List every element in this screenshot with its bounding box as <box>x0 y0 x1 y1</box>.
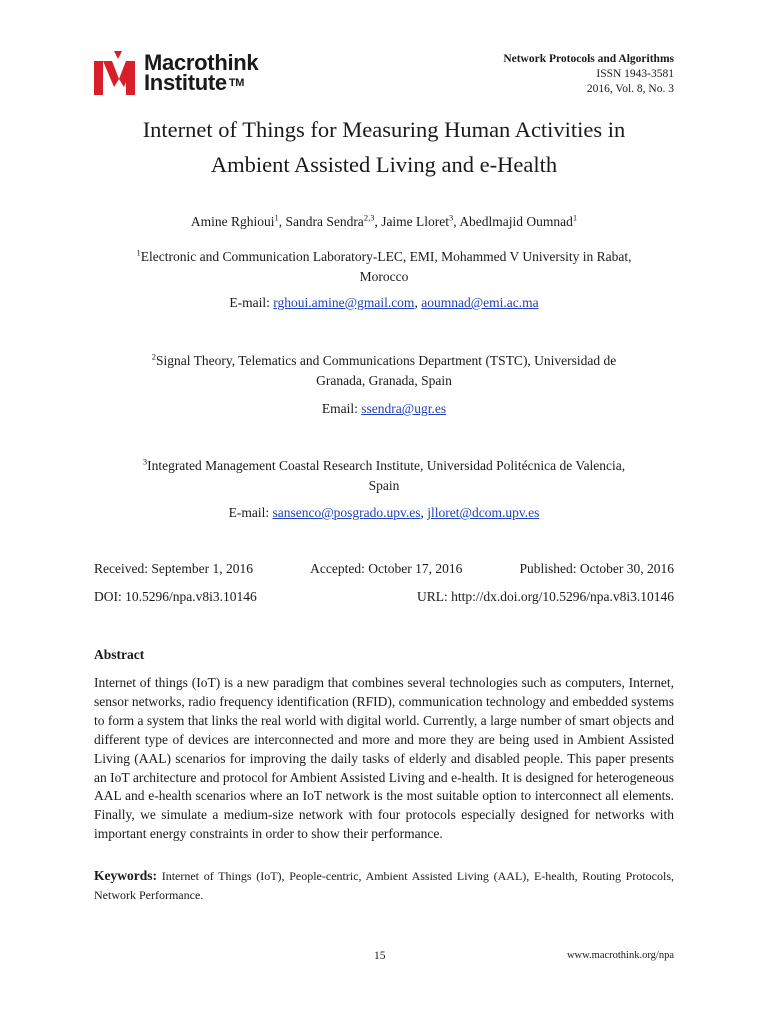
email-link[interactable]: rghoui.amine@gmail.com <box>273 295 415 310</box>
affiliation-1: $^1$Electronic and Communication Laboratory-LEC, EMI, Mohammed V University in Rabat, Morocco <box>136 247 632 284</box>
email-link[interactable]: aoumnad@emi.ac.ma <box>421 295 539 310</box>
author-affil-sup: 2,3 <box>363 212 375 223</box>
published-date: Published: October 30, 2016 <box>519 561 674 576</box>
logo-wordmark <box>144 50 259 95</box>
paper-title <box>60 112 708 182</box>
doi: DOI: 10.5296/npa.v8i3.10146 <box>94 589 257 604</box>
page-number: 15 <box>374 950 386 962</box>
author-name: Abedlmajid Oumnad <box>459 214 573 229</box>
author-list: Amine Rghioui$^1$, Sandra Sendra$^{2,3}$, Jaime Lloret$^3$, Abedlmajid Oumnad$^1$ <box>190 212 578 229</box>
accepted-date: Accepted: October 17, 2016 <box>310 561 463 576</box>
title-line2: Ambient Assisted Living and e-Health <box>210 152 558 177</box>
doi-url[interactable]: URL: http://dx.doi.org/10.5296/npa.v8i3.10146 <box>416 589 674 604</box>
abstract-heading: Abstract <box>94 647 145 662</box>
author-name: Jaime Lloret <box>381 214 450 229</box>
email-link[interactable]: jlloret@dcom.upv.es <box>427 505 540 520</box>
author-name: Sandra Sendra <box>285 214 364 229</box>
publisher-logo <box>92 48 302 98</box>
received-date: Received: September 1, 2016 <box>94 561 253 576</box>
email-link[interactable]: ssendra@ugr.es <box>361 401 447 416</box>
affiliation-3-email: E-mail: sansenco@posgrado.upv.es, jlloret@dcom.upv.es <box>228 505 540 520</box>
journal-name: Network Protocols and Algorithms <box>503 53 674 65</box>
journal-info <box>503 52 674 97</box>
title-line1: Internet of Things for Measuring Human Activities in <box>142 117 626 142</box>
journal-issn: ISSN 1943-3581 <box>596 68 674 80</box>
affiliation-2-email: Email: ssendra@ugr.es <box>321 401 447 416</box>
doi-row <box>94 589 674 605</box>
affiliation-1-email: E-mail: rghoui.amine@gmail.com, aoumnad@emi.ac.ma <box>229 295 539 310</box>
macrothink-logo-icon <box>92 49 140 97</box>
keywords-text: Internet of Things (IoT), People-centric, Ambient Assisted Living (AAL), E-health, Routing Protocols, Network Performance. <box>94 869 675 902</box>
email-link[interactable]: sansenco@posgrado.upv.es <box>272 505 421 520</box>
author-affil-sup: 3 <box>449 212 454 223</box>
keywords <box>94 866 674 905</box>
footer-url[interactable]: www.macrothink.org/npa <box>566 950 674 961</box>
author-affil-sup: 1 <box>274 212 279 223</box>
author-name: Amine Rghioui <box>190 214 275 229</box>
logo-line1: Macrothink <box>144 50 259 75</box>
affiliation-3: $^3$Integrated Management Coastal Research Institute, Universidad Politécnica de Valencia, Spain <box>142 456 626 493</box>
logo-line2: Institute <box>144 70 227 95</box>
journal-volume: 2016, Vol. 8, No. 3 <box>586 83 674 95</box>
publication-dates <box>94 561 674 577</box>
logo-trademark: TM <box>228 77 245 89</box>
author-affil-sup: 1 <box>572 212 578 223</box>
abstract-body: Internet of things (IoT) is a new paradigm that combines several technologies such as computers, Internet, sensor networks, radio frequency identification (RFID), communication technology and embedded systems to form a system that links the real world with digital world. Currently, a large number of smart objects and different type of devices are interconnected and more and more they are being used in Ambient Assisted Living (AAL) scenarios for improving the daily tasks of elderly and disabled people. This paper presents an IoT architecture and protocol for Ambient Assisted Living and e-health. It is designed for heterogeneous AAL and e-health scenarios where an IoT network is the most suitable option to interconnect all elements. Finally, we simulate a medium-size network with four protocols especially designed for networks with important energy constraints in order to show their performance. <box>94 675 674 842</box>
affiliation-2: $^2$Signal Theory, Telematics and Communications Department (TSTC), Universidad de Granada, Granada, Spain <box>151 351 617 388</box>
keywords-label: Keywords: <box>94 868 157 883</box>
